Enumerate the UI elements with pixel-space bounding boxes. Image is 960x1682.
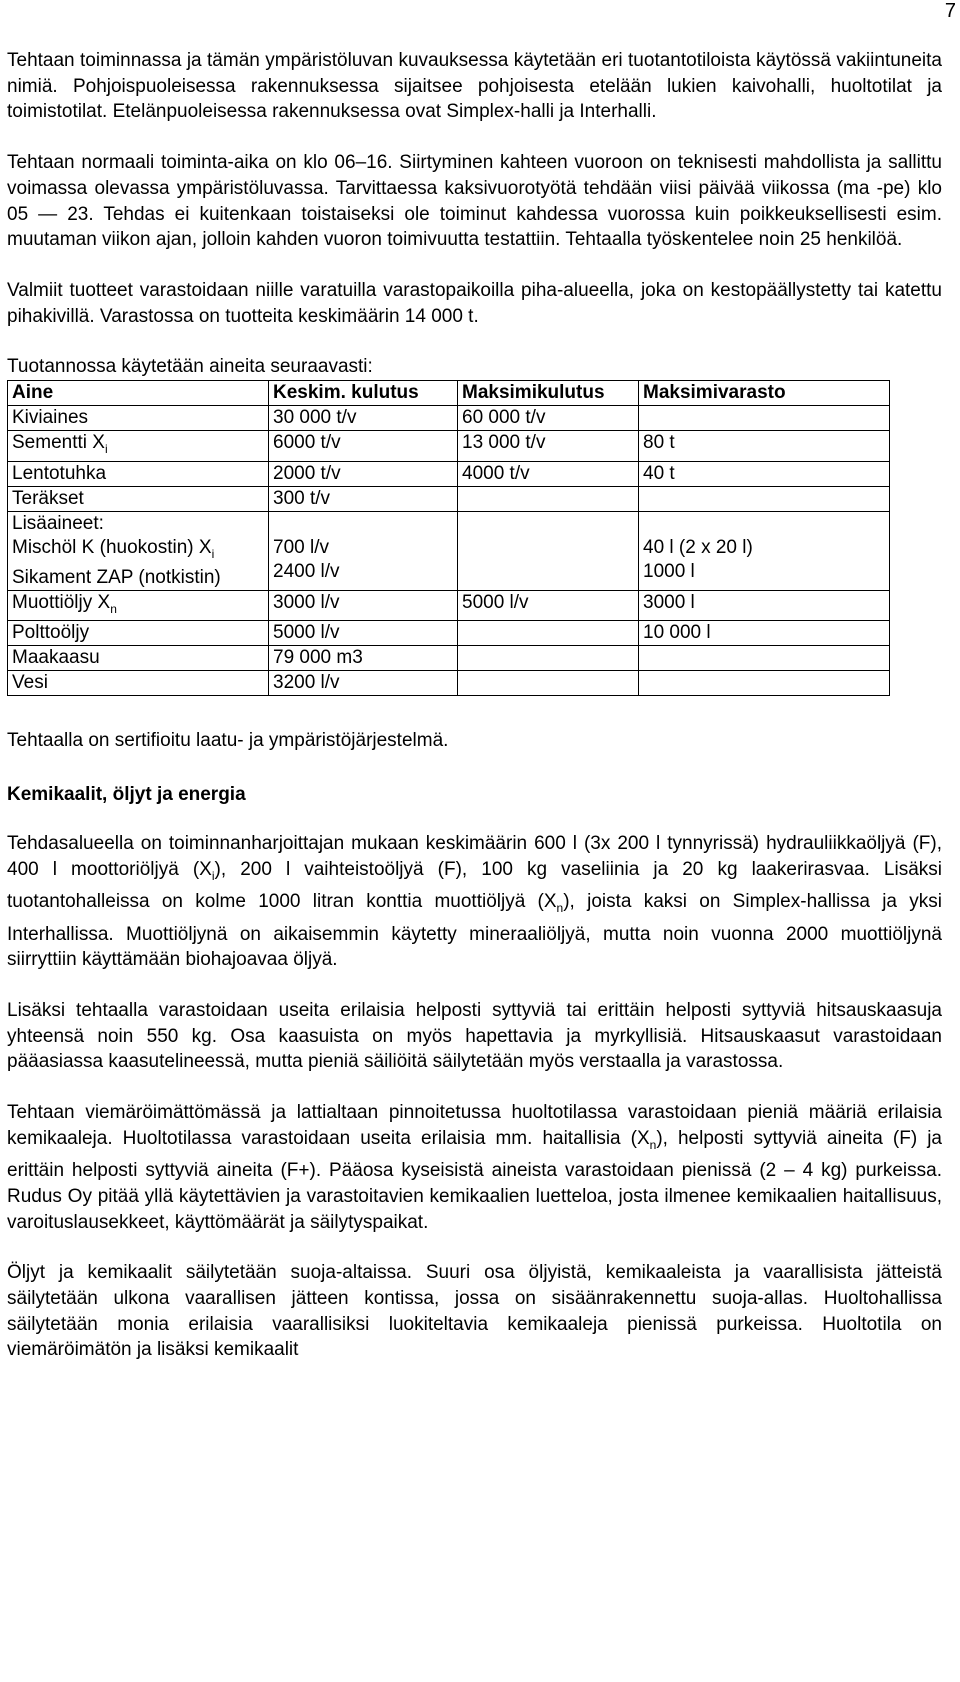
cell-maksk: 13 000 t/v bbox=[458, 431, 639, 462]
cell-aine: Sementti $X_i$ bbox=[8, 431, 269, 462]
table-row bbox=[8, 406, 890, 431]
table-row bbox=[8, 486, 890, 511]
cell-maksv: 40 l (2 x 20 l) 1000 l bbox=[639, 511, 890, 590]
cell-maksv bbox=[639, 406, 890, 431]
cell-maksk bbox=[458, 646, 639, 671]
table-row bbox=[8, 461, 890, 486]
paragraph-welding-gases: Lisäksi tehtaalla varastoidaan useita erilaisia helposti syttyviä tai erittäin helposti syttyviä hitsauskaasuja yhteensä noin 550 kg. Osa kaasuista on myös hapettavia ja myrkyllisiä. Hitsauskaasut varastoidaan pääasiassa kaasutelineessä, mutta pieniä säiliöitä säilytetään myös verstaalla ja varastossa. bbox=[7, 999, 942, 1073]
table-intro: Tuotannossa käytetään aineita seuraavasti: bbox=[7, 356, 373, 378]
cell-aine: Kiviaines bbox=[8, 406, 269, 431]
cell-aine: Teräkset bbox=[8, 486, 269, 511]
cell-aine: Maakaasu bbox=[8, 646, 269, 671]
cell-maksk bbox=[458, 621, 639, 646]
header-maksimikulutus: Maksimikulutus bbox=[458, 381, 639, 406]
cell-maksk: 60 000 t/v bbox=[458, 406, 639, 431]
table-header-row bbox=[8, 381, 890, 406]
cell-kesk: 6000 t/v bbox=[269, 431, 458, 462]
cell-aine: Lentotuhka bbox=[8, 461, 269, 486]
cell-kesk: 3000 l/v bbox=[269, 590, 458, 621]
header-keskim-kulutus: Keskim. kulutus bbox=[269, 381, 458, 406]
cell-kesk: 5000 l/v bbox=[269, 621, 458, 646]
paragraph-product-storage: Valmiit tuotteet varastoidaan niille varatuilla varastopaikoilla piha-alueella, joka on kestopäällystetty tai katettu pihakivillä. Varastossa on tuotteita keskimäärin 14 000 t. bbox=[7, 279, 942, 327]
table-row bbox=[8, 671, 890, 696]
cell-kesk: 300 t/v bbox=[269, 486, 458, 511]
page-number: 7 bbox=[944, 0, 956, 22]
header-aine: Aine bbox=[8, 381, 269, 406]
paragraph-oils: Tehdasalueella on toiminnanharjoittajan mukaan keskimäärin 600 l (3x 200 l tynnyrissä) hydrauliikkaöljyä (F), 400 l moottoriöljyä $(X_i)$, 200 l vaihteistoöljyä (F), 100 kg vaseliinia ja 20 kg laakerirasvaa. Lisäksi tuotantohalleissa on kolme 1000 litran konttia muottiöljyä $(X_n)$, joista kaksi on Simplex-hallissa ja yksi Interhallissa. Muottiöljynä on aikaisemmin käytetty mineraaliöljyä, mutta noin vuonna 2000 muottiöljynä siirryttiin käyttämään biohajoavaa öljyä. bbox=[7, 832, 942, 971]
table-row bbox=[8, 431, 890, 462]
cell-kesk: 79 000 m3 bbox=[269, 646, 458, 671]
cell-maksv bbox=[639, 671, 890, 696]
table-row bbox=[8, 590, 890, 621]
cell-aine: Lisäaineet: Mischöl K (huokostin) $X_i$ Sikament ZAP (notkistin) bbox=[8, 511, 269, 590]
paragraph-certification: Tehtaalla on sertifioitu laatu- ja ympäristöjärjestelmä. bbox=[7, 730, 449, 752]
paragraph-chemicals: Tehtaan viemäröimättömässä ja lattialtaan pinnoitetussa huoltotilassa varastoidaan pieniä määriä erilaisia kemikaaleja. Huoltotilassa varastoidaan useita erilaisia mm. haitallisia $(X_n)$, helposti syttyviä aineita (F) ja erittäin helposti syttyviä aineita (F+). Pääosa kyseisistä aineista varastoidaan pienissä (2 – 4 kg) purkeissa. Rudus Oy pitää yllä käytettävien ja varastoitavien kemikaalien luetteloa, josta ilmenee kemikaalien haitallisuus, varoituslausekkeet, käyttömäärät ja säilytyspaikat. bbox=[7, 1102, 942, 1233]
table-row-lisaaineet bbox=[8, 511, 890, 590]
cell-maksk bbox=[458, 671, 639, 696]
cell-maksv: 3000 l bbox=[639, 590, 890, 621]
paragraph-operating-hours: Tehtaan normaali toiminta-aika on klo 06–16. Siirtyminen kahteen vuoroon on teknisesti mahdollista ja sallittu voimassa olevassa ympäristöluvassa. Tarvittaessa kaksivuorotyötä tehdään viisi päivää viikossa (ma -pe) klo 05 — 23. Tehdas ei kuitenkaan toistaiseksi ole toiminut kahdessa vuorossa kuin poikkeuksellisesti esim. muutaman viikon ajan, jolloin kahden vuoron toimivuutta testattiin. Tehtaalla työskentelee noin 25 henkilöä. bbox=[7, 152, 942, 251]
cell-kesk: 3200 l/v bbox=[269, 671, 458, 696]
cell-maksk: 5000 l/v bbox=[458, 590, 639, 621]
paragraph-production-facilities: Tehtaan toiminnassa ja tämän ympäristöluvan kuvauksessa käytetään eri tuotantotiloista käytössä vakiintuneita nimiä. Pohjoispuoleisessa rakennuksessa sijaitsee pohjoisesta etelään lukien kaivohalli, huoltotilat ja toimistotilat. Etelänpuoleisessa rakennuksessa ovat Simplex-halli ja Interhalli. bbox=[7, 50, 942, 123]
cell-aine: Muottiöljy $X_n$ bbox=[8, 590, 269, 621]
document-body bbox=[7, 48, 942, 1388]
cell-aine: Vesi bbox=[8, 671, 269, 696]
cell-kesk: 30 000 t/v bbox=[269, 406, 458, 431]
cell-maksv: 10 000 l bbox=[639, 621, 890, 646]
cell-maksk bbox=[458, 486, 639, 511]
cell-aine: Polttoöljy bbox=[8, 621, 269, 646]
materials-table bbox=[7, 380, 890, 696]
cell-maksv bbox=[639, 486, 890, 511]
cell-maksk: 4000 t/v bbox=[458, 461, 639, 486]
cell-maksk bbox=[458, 511, 639, 590]
cell-maksv: 40 t bbox=[639, 461, 890, 486]
table-row bbox=[8, 621, 890, 646]
cell-kesk: 700 l/v 2400 l/v bbox=[269, 511, 458, 590]
paragraph-storage-basins: Öljyt ja kemikaalit säilytetään suoja-altaissa. Suuri osa öljyistä, kemikaaleista ja vaarallisista jätteistä säilytetään ulkona vaarallisen jätteen kontissa, jossa on sisäänrakennettu suoja-allas. Huoltohallissa säilytetään monia erilaisia vaarallisiksi luokiteltavia kemikaaleja pienissä purkeissa. Huoltotila on viemäröimätön ja lisäksi kemikaalit bbox=[7, 1262, 942, 1361]
table-row bbox=[8, 646, 890, 671]
cell-maksv: 80 t bbox=[639, 431, 890, 462]
cell-maksv bbox=[639, 646, 890, 671]
cell-kesk: 2000 t/v bbox=[269, 461, 458, 486]
section-heading: Kemikaalit, öljyt ja energia bbox=[7, 784, 246, 806]
header-maksimivarasto: Maksimivarasto bbox=[639, 381, 890, 406]
